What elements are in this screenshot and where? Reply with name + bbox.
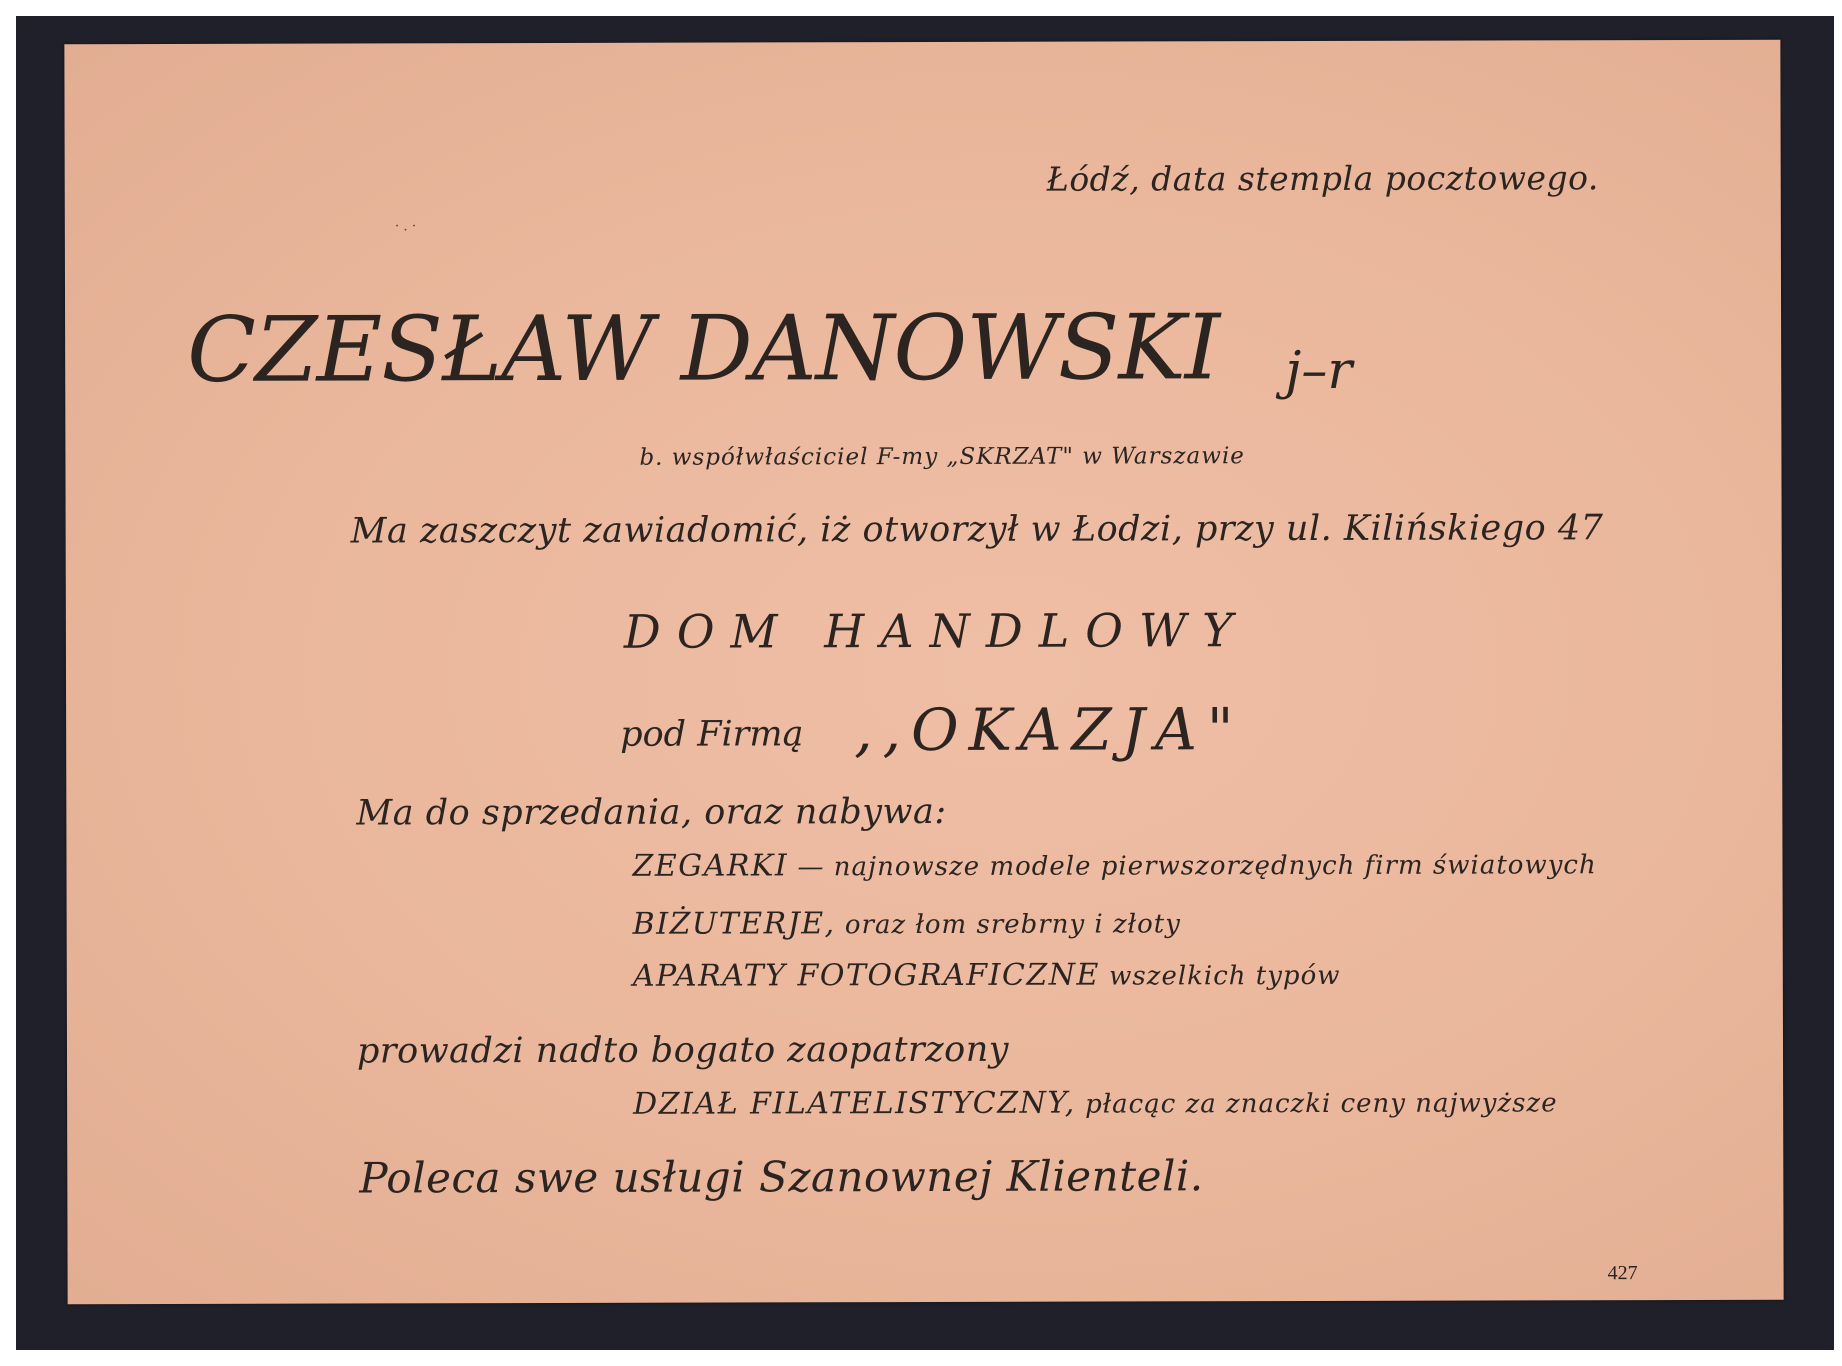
extra-intro: prowadzi nadto bogato zaopatrzony — [356, 1029, 1010, 1072]
offer-item-category: ZEGARKI — [632, 848, 789, 884]
offer-item-description: wszelkich typów — [1099, 960, 1341, 992]
owner-name: CZESŁAW DANOWSKI — [187, 295, 1220, 403]
firm-prefix: pod Firmą — [620, 714, 804, 755]
offer-intro: Ma do sprzedania, oraz nabywa: — [356, 791, 947, 834]
store-type-heading: DOM HANDLOWY — [623, 603, 1249, 659]
firm-name: ,,OKAZJA" — [854, 695, 1244, 765]
offer-item — [633, 905, 1181, 941]
extra-item-description: płacąc za znaczki ceny najwyższe — [1075, 1088, 1558, 1120]
print-number: 427 — [1607, 1262, 1638, 1285]
owner-subtitle: b. współwłaściciel F-my „SKRZAT" w Warszawie — [639, 443, 1245, 471]
offer-item-description: oraz łom srebrny i złoty — [835, 909, 1181, 941]
scan-background — [16, 16, 1834, 1350]
offer-item-category: APARATY FOTOGRAFICZNE — [632, 957, 1100, 994]
offer-item-category: BIŻUTERJE, — [632, 906, 836, 942]
extra-item — [633, 1084, 1558, 1121]
offer-item — [632, 846, 1596, 884]
offer-item-description: — najnowsze modele pierwszorzędnych firm światowych — [788, 850, 1597, 883]
extra-item-category: DZIAŁ FILATELISTYCZNY, — [633, 1085, 1076, 1122]
paper-specks: ·.· — [394, 218, 421, 235]
announcement: Ma zaszczyt zawiadomić, iż otworzył w Łodzi, przy ul. Kilińskiego 47 — [350, 508, 1604, 552]
date-line: Łódź, data stempla pocztowego. — [1046, 158, 1599, 199]
closing-line: Poleca swe usługi Szanownej Klienteli. — [359, 1151, 1204, 1203]
business-card — [64, 40, 1783, 1304]
offer-item — [633, 957, 1341, 994]
owner-name-suffix: j–r — [1285, 340, 1353, 402]
